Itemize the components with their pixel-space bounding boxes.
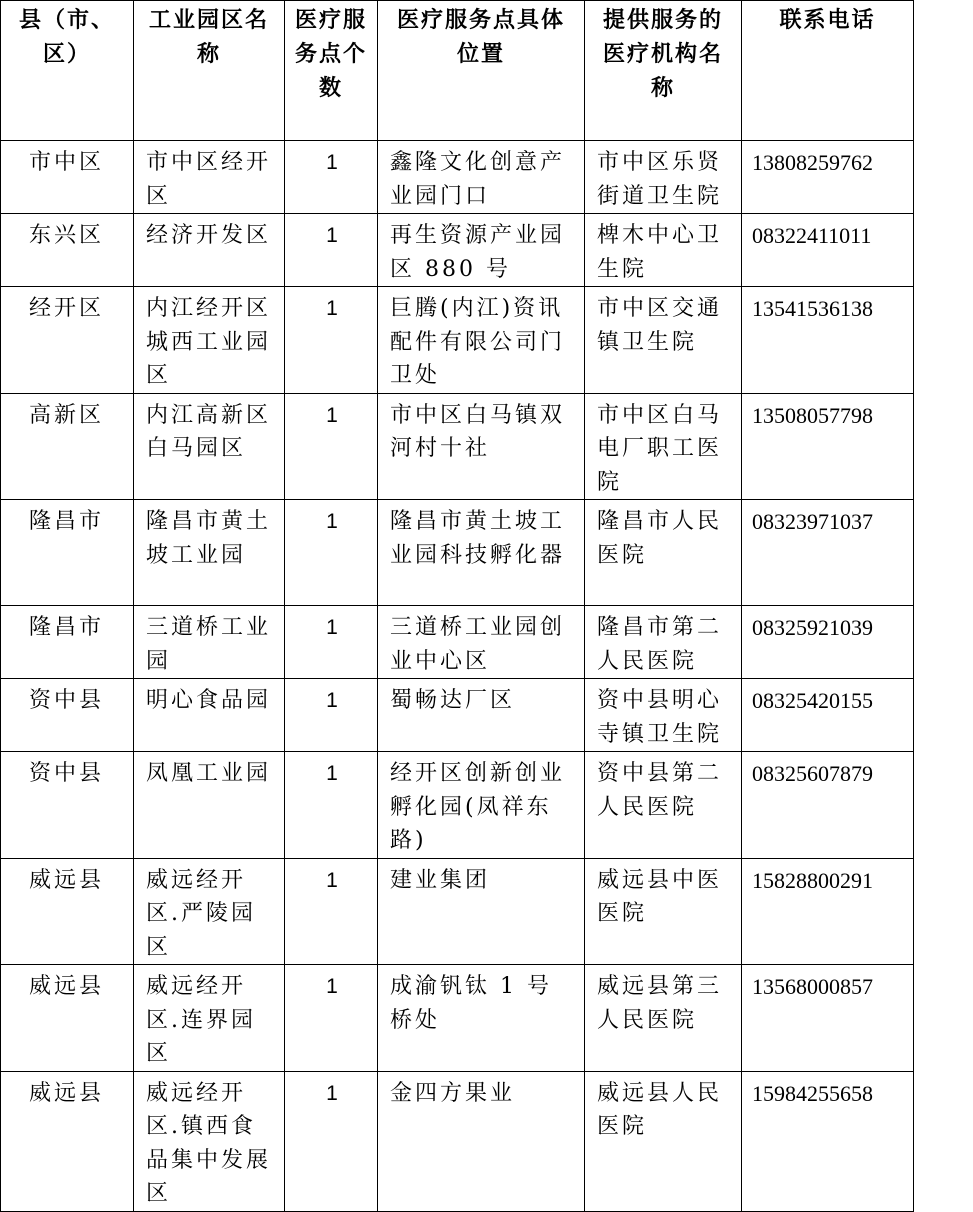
cell-count: 1 <box>285 500 378 606</box>
cell-phone: 13508057798 <box>742 393 914 500</box>
cell-institution: 威远县中医医院 <box>585 858 742 965</box>
cell-park: 明心食品园 <box>134 679 285 752</box>
table-row <box>1 965 914 1072</box>
cell-institution: 威远县第三人民医院 <box>585 965 742 1072</box>
cell-phone: 13808259762 <box>742 141 914 214</box>
cell-count: 1 <box>285 858 378 965</box>
cell-park: 经济开发区 <box>134 214 285 287</box>
cell-institution: 市中区交通镇卫生院 <box>585 287 742 394</box>
cell-location: 金四方果业 <box>378 1071 585 1211</box>
cell-count: 1 <box>285 1071 378 1211</box>
cell-phone: 08323971037 <box>742 500 914 606</box>
cell-phone: 13568000857 <box>742 965 914 1072</box>
cell-phone: 15828800291 <box>742 858 914 965</box>
cell-location: 隆昌市黄土坡工业园科技孵化器 <box>378 500 585 606</box>
cell-phone: 08325420155 <box>742 679 914 752</box>
cell-count: 1 <box>285 287 378 394</box>
cell-county: 隆昌市 <box>1 606 134 679</box>
cell-location: 巨腾(内江)资讯配件有限公司门卫处 <box>378 287 585 394</box>
cell-count: 1 <box>285 606 378 679</box>
header-count: 医疗服务点个数 <box>285 1 378 141</box>
cell-park: 威远经开区.连界园区 <box>134 965 285 1072</box>
cell-count: 1 <box>285 141 378 214</box>
cell-count: 1 <box>285 214 378 287</box>
table-row <box>1 500 914 606</box>
cell-location: 市中区白马镇双河村十社 <box>378 393 585 500</box>
cell-location: 成渝钒钛 1 号桥处 <box>378 965 585 1072</box>
cell-institution: 威远县人民医院 <box>585 1071 742 1211</box>
cell-institution: 椑木中心卫生院 <box>585 214 742 287</box>
cell-park: 市中区经开区 <box>134 141 285 214</box>
cell-park: 三道桥工业园 <box>134 606 285 679</box>
table-row <box>1 858 914 965</box>
table-row <box>1 214 914 287</box>
cell-institution: 资中县第二人民医院 <box>585 752 742 859</box>
cell-count: 1 <box>285 965 378 1072</box>
header-county: 县（市、区） <box>1 1 134 141</box>
cell-county: 资中县 <box>1 679 134 752</box>
table-row <box>1 1071 914 1211</box>
cell-location: 经开区创新创业孵化园(凤祥东路) <box>378 752 585 859</box>
table-row <box>1 287 914 394</box>
cell-county: 经开区 <box>1 287 134 394</box>
header-park: 工业园区名称 <box>134 1 285 141</box>
cell-park: 威远经开区.镇西食品集中发展区 <box>134 1071 285 1211</box>
cell-institution: 资中县明心寺镇卫生院 <box>585 679 742 752</box>
cell-count: 1 <box>285 752 378 859</box>
table-row <box>1 606 914 679</box>
cell-phone: 08322411011 <box>742 214 914 287</box>
cell-county: 隆昌市 <box>1 500 134 606</box>
cell-phone: 15984255658 <box>742 1071 914 1211</box>
cell-location: 鑫隆文化创意产业园门口 <box>378 141 585 214</box>
table-row <box>1 141 914 214</box>
cell-location: 建业集团 <box>378 858 585 965</box>
header-location: 医疗服务点具体位置 <box>378 1 585 141</box>
cell-county: 威远县 <box>1 965 134 1072</box>
cell-phone: 13541536138 <box>742 287 914 394</box>
cell-location: 再生资源产业园区 880 号 <box>378 214 585 287</box>
cell-county: 东兴区 <box>1 214 134 287</box>
cell-count: 1 <box>285 679 378 752</box>
cell-count: 1 <box>285 393 378 500</box>
header-institution: 提供服务的医疗机构名称 <box>585 1 742 141</box>
cell-county: 威远县 <box>1 1071 134 1211</box>
cell-county: 威远县 <box>1 858 134 965</box>
cell-park: 内江经开区城西工业园区 <box>134 287 285 394</box>
cell-location: 三道桥工业园创业中心区 <box>378 606 585 679</box>
header-phone: 联系电话 <box>742 1 914 141</box>
cell-institution: 市中区乐贤街道卫生院 <box>585 141 742 214</box>
header-row <box>1 1 914 141</box>
table-row <box>1 752 914 859</box>
cell-phone: 08325921039 <box>742 606 914 679</box>
cell-park: 威远经开区.严陵园区 <box>134 858 285 965</box>
cell-park: 凤凰工业园 <box>134 752 285 859</box>
cell-park: 隆昌市黄土坡工业园 <box>134 500 285 606</box>
cell-institution: 隆昌市第二人民医院 <box>585 606 742 679</box>
cell-county: 市中区 <box>1 141 134 214</box>
cell-park: 内江高新区白马园区 <box>134 393 285 500</box>
cell-county: 资中县 <box>1 752 134 859</box>
cell-phone: 08325607879 <box>742 752 914 859</box>
cell-institution: 隆昌市人民医院 <box>585 500 742 606</box>
cell-county: 高新区 <box>1 393 134 500</box>
table-row <box>1 679 914 752</box>
cell-institution: 市中区白马电厂职工医院 <box>585 393 742 500</box>
table-row <box>1 393 914 500</box>
cell-location: 蜀畅达厂区 <box>378 679 585 752</box>
